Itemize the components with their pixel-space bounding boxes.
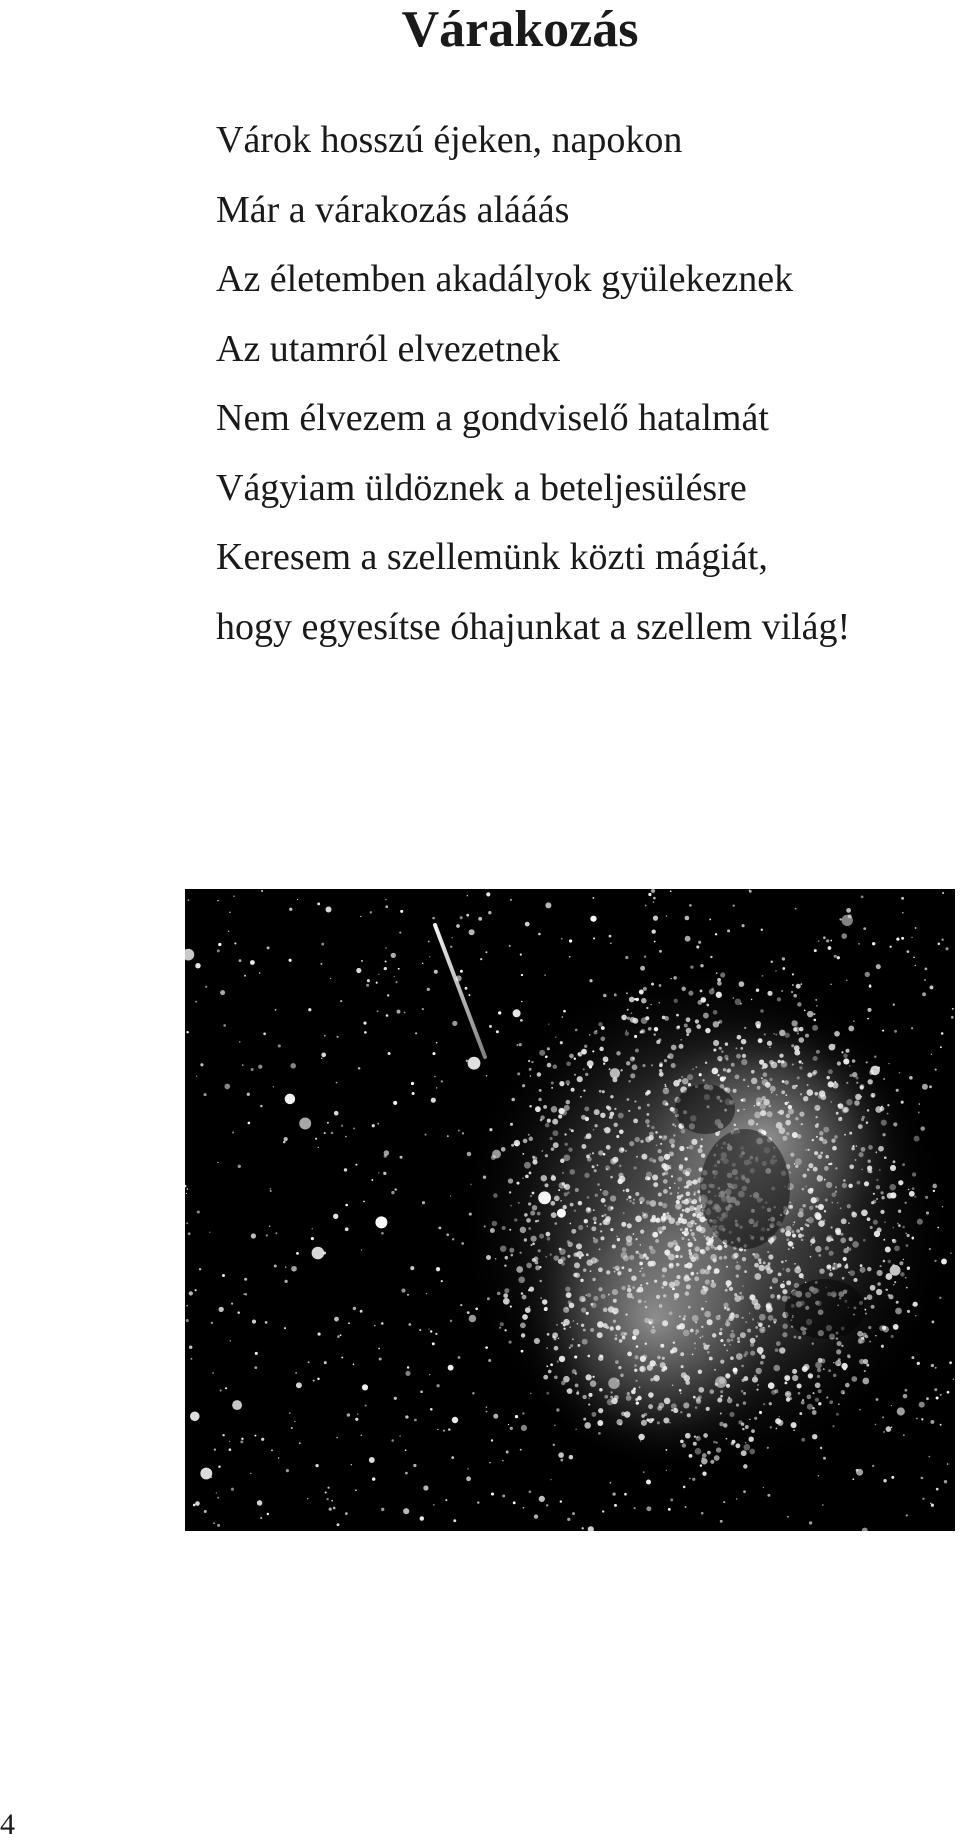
poem-line: Vágyiam üldöznek a beteljesülésre [216, 466, 747, 509]
poem-line: Az életemben akadályok gyülekeznek [216, 258, 794, 300]
poem-line: Keresem a szellemünk közti mágiát, [216, 536, 768, 578]
page-number: 4 [0, 1808, 15, 1841]
starfield-image [185, 889, 955, 1531]
poem-line: Már a várakozás alááás [216, 188, 570, 231]
poem-line: Nem élvezem a gondviselő hatalmát [216, 397, 769, 439]
poem-title: Várakozás [401, 1, 639, 58]
poem-line: Várok hosszú éjeken, napokon [216, 119, 683, 161]
poem-line: Az utamról elvezetnek [216, 327, 560, 370]
poem-stanza [216, 106, 960, 662]
poem-line: hogy egyesítse óhajunkat a szellem világ! [216, 605, 851, 648]
starfield-photo [185, 889, 955, 1531]
